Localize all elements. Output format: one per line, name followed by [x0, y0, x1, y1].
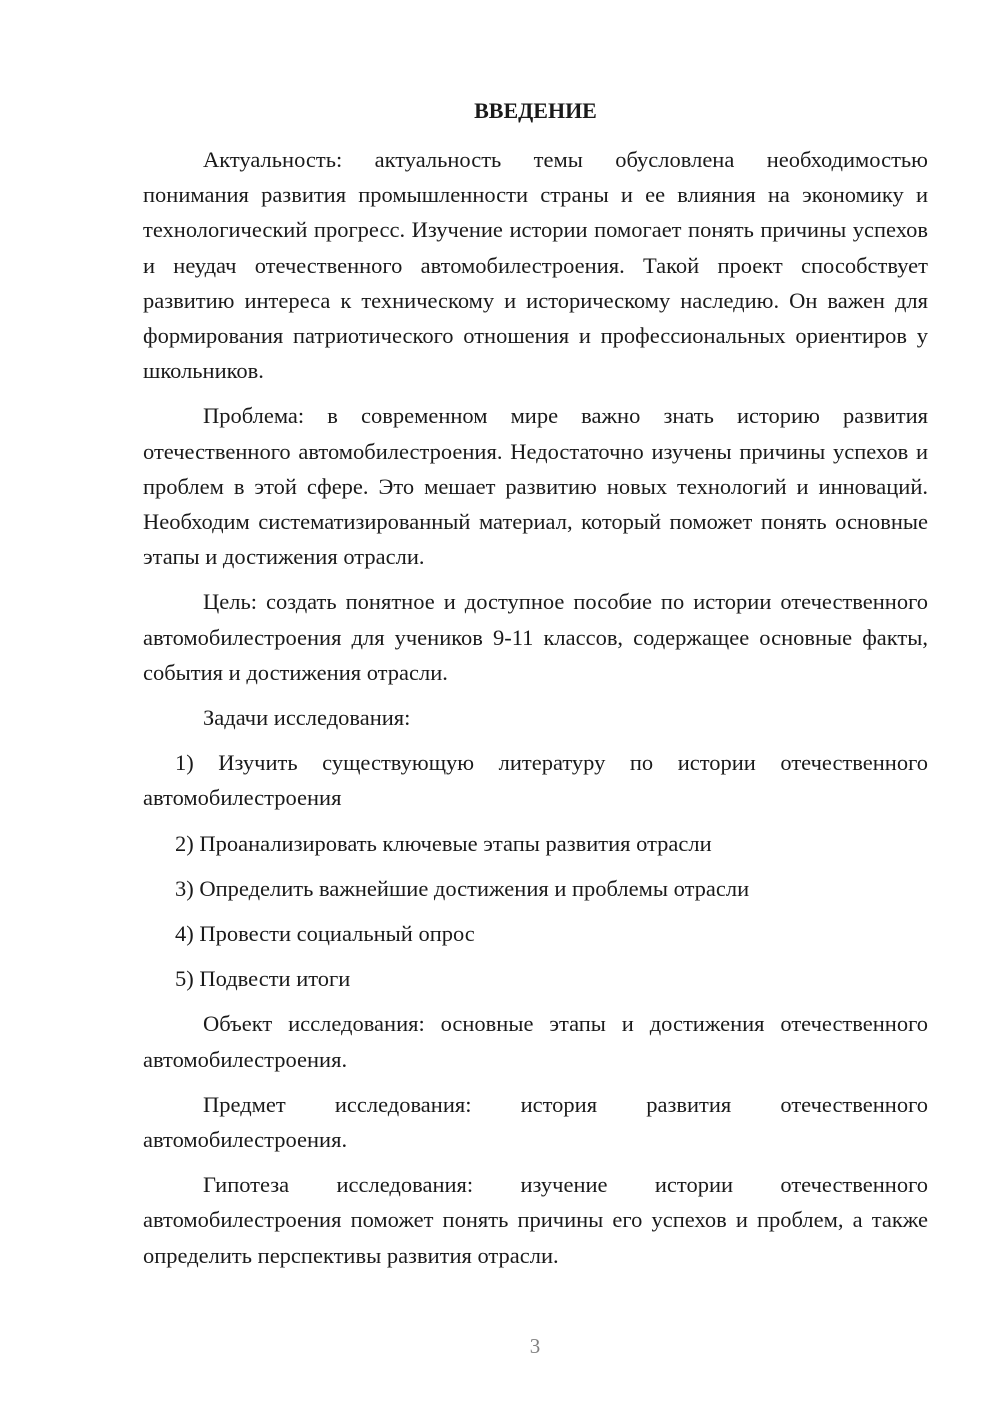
task-item-3: 3) Определить важнейшие достижения и проблемы отрасли: [175, 875, 750, 901]
document-body: [143, 142, 928, 1283]
task-item-2: 2) Проанализировать ключевые этапы развития отрасли: [175, 830, 712, 856]
page-title: ВВЕДЕНИЕ: [474, 98, 597, 123]
paragraph-tasks-heading: Задачи исследования:: [203, 705, 411, 731]
page-number: 3: [529, 1334, 541, 1358]
task-item-4: 4) Провести социальный опрос: [175, 921, 475, 947]
paragraph-problem: Проблема: в современном мире важно знать историю развития отечественного автомобилестроения. Недостаточно изучены причины успехов и проблем в этой сфере. Это мешает развитию новых технологий и инноваций. Необходим систематизированный материал, который поможет понять основные этапы и достижения отрасли.: [143, 403, 928, 570]
paragraph-relevance: Актуальность: актуальность темы обусловлена необходимостью понимания развития промышленности страны и ее влияния на экономику и технологический прогресс. Изучение истории помогает понять причины успехов и неудач отечественного автомобилестроения. Такой проект способствует развитию интереса к техническому и историческому наследию. Он важен для формирования патриотического отношения и профессиональных ориентиров у школьников.: [143, 147, 928, 384]
paragraph-subject: Предмет исследования: история развития отечественного автомобилестроения.: [143, 1091, 928, 1153]
paragraph-object: Объект исследования: основные этапы и достижения отечественного автомобилестроения.: [143, 1011, 928, 1072]
paragraph-hypothesis: Гипотеза исследования: изучение истории отечественного автомобилестроения поможет понять причины его успехов и проблем, а также определить перспективы развития отрасли.: [143, 1172, 928, 1268]
paragraph-goal: Цель: создать понятное и доступное пособие по истории отечественного автомобилестроения для учеников 9-11 классов, содержащее основные факты, события и достижения отрасли.: [143, 589, 928, 685]
task-item-1: 1) Изучить существующую литературу по истории отечественного автомобилестроения: [143, 750, 928, 811]
task-item-5: 5) Подвести итоги: [175, 966, 351, 992]
